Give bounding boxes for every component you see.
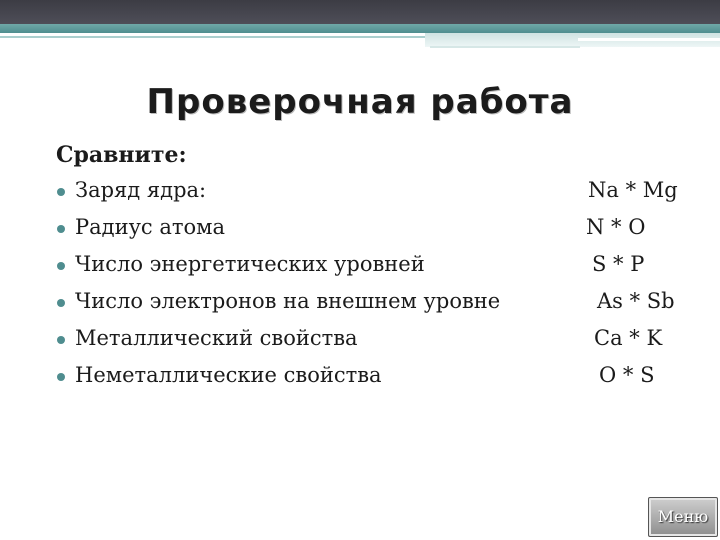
list-item: [0, 213, 720, 249]
slide-title: Проверочная работа: [146, 82, 574, 122]
element-pair: As * Sb: [597, 289, 675, 313]
header-highlight-line: [578, 38, 720, 41]
list-item: [0, 361, 720, 397]
list-item: [0, 287, 720, 323]
bullet-icon: [57, 188, 65, 196]
element-pair: Na * Mg: [588, 178, 678, 202]
list-item: [0, 324, 720, 360]
bullet-icon: [57, 225, 65, 233]
list-item: [0, 176, 720, 212]
bullet-icon: [57, 336, 65, 344]
header-dark-band: [0, 0, 720, 24]
item-label: Заряд ядра:: [75, 178, 207, 202]
menu-button[interactable]: Меню: [648, 497, 718, 537]
item-label: Число электронов на внешнем уровне: [75, 289, 501, 313]
element-pair: N * O: [586, 215, 646, 239]
item-label: Неметаллические свойства: [75, 363, 382, 387]
element-pair: O * S: [599, 363, 655, 387]
list-item: [0, 250, 720, 286]
bullet-icon: [57, 373, 65, 381]
element-pair: Ca * K: [594, 326, 663, 350]
header-teal-band: [0, 24, 720, 33]
item-label: Число энергетических уровней: [75, 252, 425, 276]
item-label: Радиус атома: [75, 215, 226, 239]
bullet-icon: [57, 299, 65, 307]
bullet-icon: [57, 262, 65, 270]
header-thin-line: [430, 46, 580, 48]
item-label: Металлический свойства: [75, 326, 358, 350]
element-pair: S * P: [592, 252, 645, 276]
subtitle: Сравните:: [56, 142, 187, 168]
